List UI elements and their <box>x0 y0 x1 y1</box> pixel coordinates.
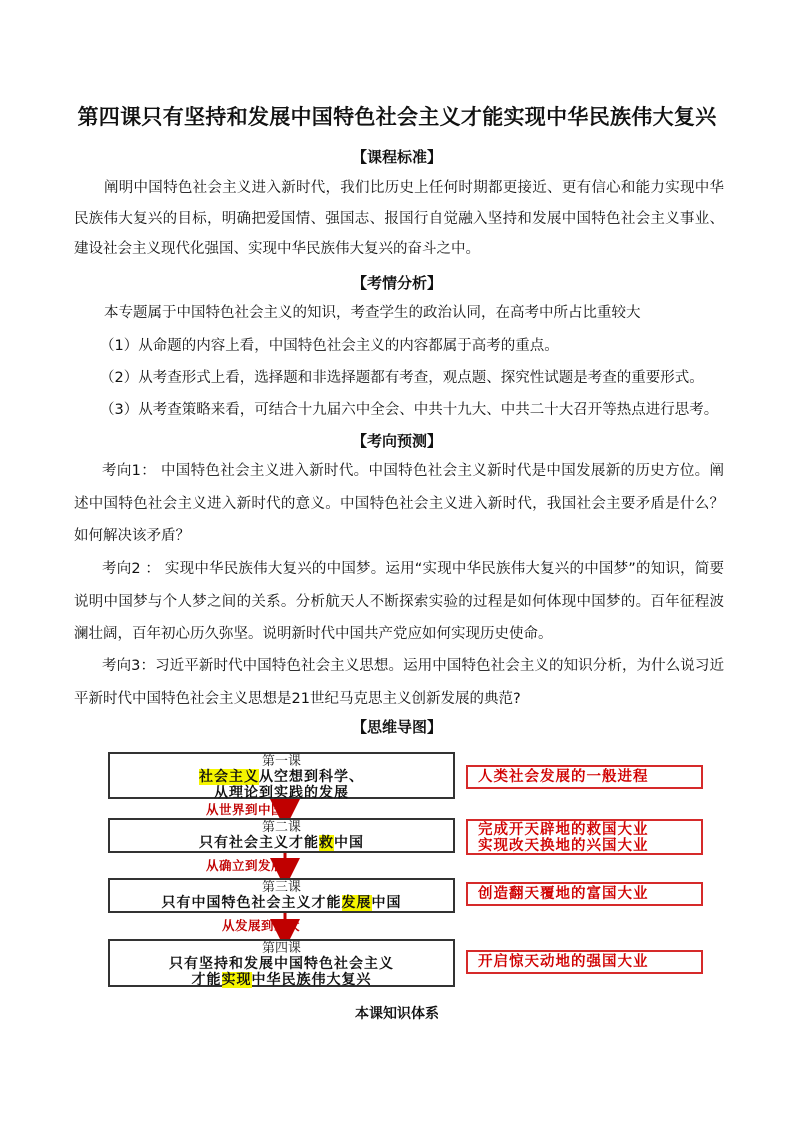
lesson-3-label: 第三课 <box>261 880 301 895</box>
standard-paragraph: 阐明中国特色社会主义进入新时代，我们比历史上任何时期都更接近、更有信心和能力实现中华民族伟大复兴的目标，明确把爱国情、强国志、报国行自觉融入坚持和发展中国特色社会主义事业、建设社会主义现代化强国、实现中华民族伟大复兴的奋斗之中。 <box>74 180 724 257</box>
analysis-item-1: （1）从命题的内容上看，中国特色社会主义的内容都属于高考的重点。 <box>100 338 559 354</box>
lesson-1-highlight: 社会主义 <box>199 769 259 785</box>
analysis-item-2: （2）从考查形式上看，选择题和非选择题都有考查，观点题、探究性试题是考查的重要形式。 <box>100 370 704 386</box>
result-4-text: 开启惊天动地的强国大业 <box>478 954 649 970</box>
lesson-1-line1: 从空想到科学、 <box>259 769 364 785</box>
lesson-4-line1: 只有坚持和发展中国特色社会主义 <box>169 956 394 972</box>
section-heading-mindmap: 【思维导图】 <box>351 718 442 736</box>
mind-map-caption: 本课知识体系 <box>355 1006 439 1022</box>
forecast-item-3: 考向3：习近平新时代中国特色社会主义思想。运用中国特色社会主义的知识分析，为什么说习近平新时代中国特色社会主义思想是21世纪马克思主义创新发展的典范? <box>74 658 724 707</box>
result-2-line1: 完成开天辟地的救国大业 <box>478 822 649 838</box>
lesson-2-highlight: 救 <box>319 835 334 851</box>
lesson-4-pre: 才能 <box>191 972 222 988</box>
lesson-3-highlight: 发展 <box>341 895 372 911</box>
lesson-1-line2: 从理论到实践的发展 <box>214 785 349 801</box>
forecast-item-2: 考向2 ： 实现中华民族伟大复兴的中国梦。运用“实现中华民族伟大复兴的中国梦”的知识，简要说明中国梦与个人梦之间的关系。分析航天人不断探索实验的过程是如何体现中国梦的。百年征程波澜壮阔，百年初心历久弥坚。说明新时代中国共产党应如何实现历史使命。 <box>74 561 724 642</box>
lesson-2-post: 中国 <box>334 835 364 851</box>
analysis-item-3: （3）从考查策略来看，可结合十九届六中全会、中共十九大、中共二十大召开等热点进行思考。 <box>100 402 719 418</box>
lesson-1-label: 第一课 <box>261 754 301 769</box>
result-box-3 <box>466 882 703 906</box>
lesson-3-pre: 只有中国特色社会主义才能 <box>161 895 342 911</box>
analysis-intro: 本专题属于中国特色社会主义的知识，考查学生的政治认同，在高考中所占比重较大 <box>104 305 641 321</box>
section-heading-forecast: 【考向预测】 <box>351 432 442 450</box>
section-heading-analysis: 【考情分析】 <box>351 274 442 292</box>
section-heading-standard: 【课程标准】 <box>351 148 442 166</box>
lesson-4-highlight: 实现 <box>221 972 252 988</box>
result-box-1 <box>466 765 703 789</box>
lesson-4-post: 中华民族伟大复兴 <box>251 972 372 988</box>
lesson-box-1 <box>108 752 455 799</box>
result-3-text: 创造翻天覆地的富国大业 <box>478 886 649 902</box>
lesson-2-label: 第二课 <box>261 820 301 835</box>
lesson-box-3 <box>108 878 455 913</box>
page-title: 第四课只有坚持和发展中国特色社会主义才能实现中华民族伟大复兴 <box>77 105 717 129</box>
lesson-box-4 <box>108 939 455 987</box>
result-box-4 <box>466 950 703 974</box>
result-box-2 <box>466 819 703 855</box>
result-1-text: 人类社会发展的一般进程 <box>478 769 649 785</box>
lesson-4-label: 第四课 <box>261 941 301 956</box>
lesson-box-2 <box>108 818 455 853</box>
arrow-label-3: 从发展到强大 <box>222 918 301 933</box>
result-2-line2: 实现改天换地的兴国大业 <box>478 838 649 854</box>
arrow-label-2: 从确立到发展 <box>206 858 285 873</box>
lesson-2-pre: 只有社会主义才能 <box>199 835 319 851</box>
forecast-item-1: 考向1： 中国特色社会主义进入新时代。中国特色社会主义新时代是中国发展新的历史方位。阐述中国特色社会主义进入新时代的意义。中国特色社会主义进入新时代，我国社会主要矛盾是什么？如何解决该矛盾？ <box>74 463 724 544</box>
lesson-3-post: 中国 <box>371 895 402 911</box>
arrow-label-1: 从世界到中国 <box>206 802 285 817</box>
